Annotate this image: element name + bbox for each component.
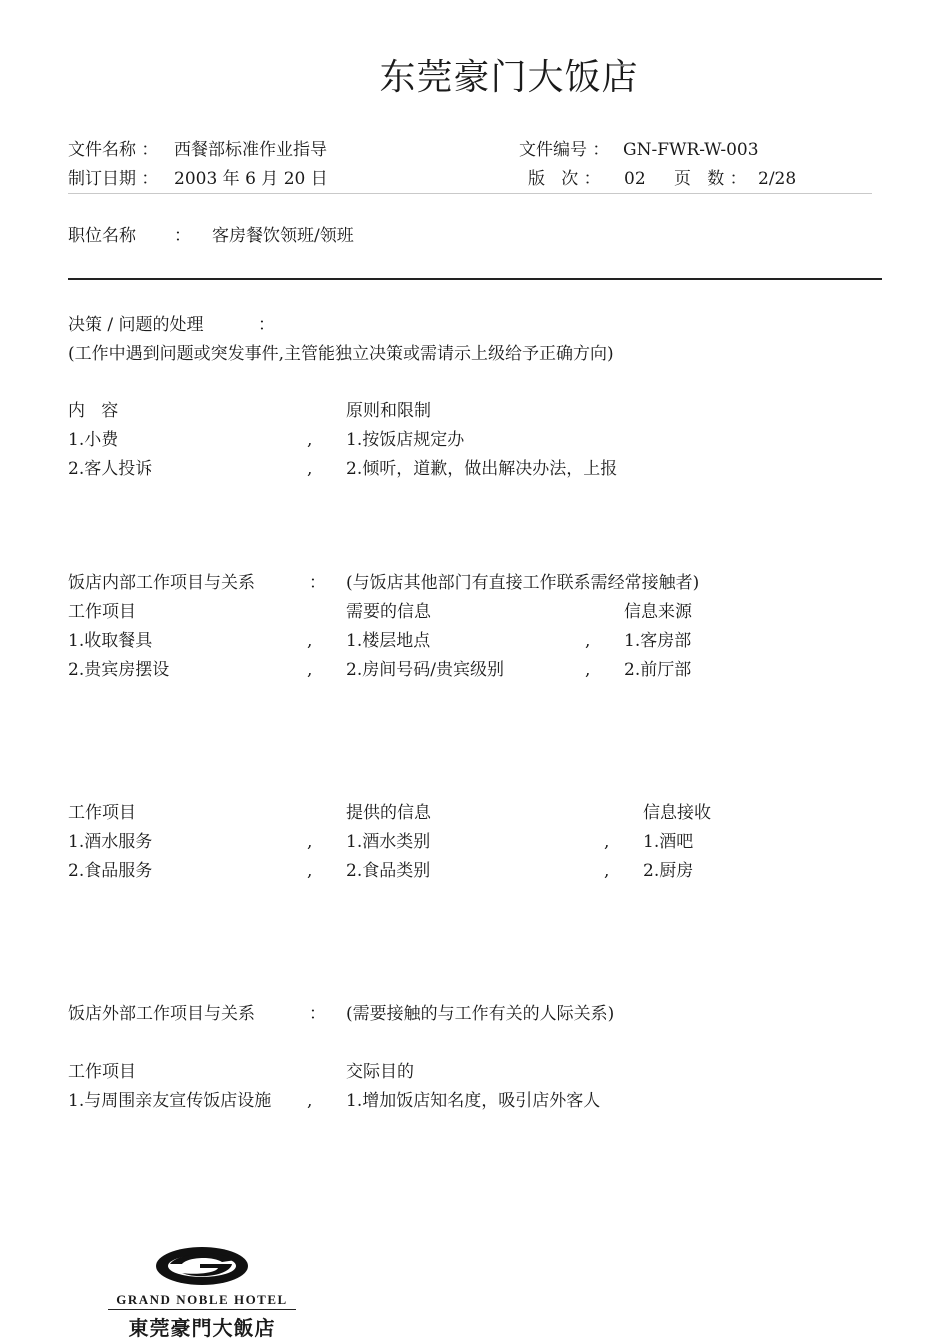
- internal-col-source-header: 信息来源: [624, 602, 692, 622]
- decision-row-separator: ,: [307, 459, 313, 479]
- decision-row-rule: 2.倾听，道歉，做出解决办法，上报: [346, 459, 618, 479]
- decision-col-rule-header: 原则和限制: [346, 401, 431, 421]
- internal-col-info-header: 需要的信息: [346, 602, 431, 622]
- decision-row-separator: ,: [307, 430, 313, 450]
- logo-english-name: GRAND NOBLE HOTEL: [116, 1292, 288, 1307]
- edition-value: 02: [624, 169, 646, 189]
- internal-row-source: 2.前厅部: [624, 660, 692, 680]
- internal-row-item: 1.收取餐具: [68, 631, 153, 651]
- external-row-purpose: 1.增加饭店知名度，吸引店外客人: [346, 1091, 601, 1111]
- provide-col-receiver-header: 信息接收: [643, 803, 711, 823]
- external-note: (需要接触的与工作有关的人际关系): [346, 1004, 615, 1024]
- file-number-label: 文件编号 ：: [519, 140, 610, 160]
- date-value: 2003 年 6 月 20 日: [174, 169, 328, 189]
- document-title: 东莞豪门大饭店: [379, 57, 639, 98]
- internal-colon: ：: [309, 573, 326, 593]
- header-divider: [68, 193, 872, 194]
- external-row-item: 1.与周围亲友宣传饭店设施: [68, 1091, 272, 1111]
- internal-row-item: 2.贵宾房摆设: [68, 660, 170, 680]
- position-value: 客房餐饮领班/领班: [212, 226, 354, 246]
- page-count-label: 页 数 ：: [674, 169, 747, 189]
- internal-note: (与饭店其他部门有直接工作联系需经常接触者): [346, 573, 700, 593]
- external-colon: ：: [309, 1004, 326, 1024]
- logo-chinese-name: 東莞豪門大飯店: [128, 1316, 276, 1340]
- internal-row-source: 1.客房部: [624, 631, 692, 651]
- external-col-item-header: 工作项目: [68, 1062, 136, 1082]
- provide-row-separator: ,: [307, 832, 313, 852]
- file-name-value: 西餐部标准作业指导: [174, 140, 327, 160]
- internal-heading: 饭店内部工作项目与关系: [68, 573, 255, 593]
- external-row-separator: ,: [307, 1091, 313, 1111]
- provide-row-info: 1.酒水类别: [346, 832, 431, 852]
- provide-col-item-header: 工作项目: [68, 803, 136, 823]
- provide-row-separator: ,: [307, 861, 313, 881]
- decision-colon: ：: [258, 315, 275, 335]
- position-label: 职位名称: [68, 226, 136, 246]
- internal-row-info: 1.楼层地点: [346, 631, 431, 651]
- decision-row-item: 1.小费: [68, 430, 119, 450]
- provide-col-info-header: 提供的信息: [346, 803, 431, 823]
- provide-row-item: 2.食品服务: [68, 861, 153, 881]
- section-divider: [68, 278, 882, 280]
- page-count-value: 2/28: [758, 169, 797, 189]
- date-label: 制订日期 ：: [68, 169, 159, 189]
- provide-row-receiver: 1.酒吧: [643, 832, 694, 852]
- internal-row-info: 2.房间号码/贵宾级别: [346, 660, 504, 680]
- file-name-label: 文件名称 ：: [68, 140, 159, 160]
- decision-note: (工作中遇到问题或突发事件,主管能独立决策或需请示上级给予正确方向): [68, 344, 614, 364]
- decision-heading: 决策 / 问题的处理: [68, 315, 204, 335]
- decision-row-item: 2.客人投诉: [68, 459, 153, 479]
- external-heading: 饭店外部工作项目与关系: [68, 1004, 255, 1024]
- internal-row-separator: ,: [307, 631, 313, 651]
- provide-row-separator: ,: [604, 861, 610, 881]
- provide-row-receiver: 2.厨房: [643, 861, 694, 881]
- provide-row-item: 1.酒水服务: [68, 832, 153, 852]
- hotel-logo: [104, 1242, 300, 1340]
- internal-row-separator: ,: [307, 660, 313, 680]
- position-colon: ：: [174, 226, 191, 246]
- decision-row-rule: 1.按饭店规定办: [346, 430, 465, 450]
- provide-row-separator: ,: [604, 832, 610, 852]
- internal-col-item-header: 工作项目: [68, 602, 136, 622]
- file-number-value: GN-FWR-W-003: [623, 140, 759, 160]
- hotel-emblem-icon: [104, 1242, 300, 1292]
- provide-row-info: 2.食品类别: [346, 861, 431, 881]
- edition-label: 版 次 ：: [528, 169, 601, 189]
- external-col-purpose-header: 交际目的: [346, 1062, 414, 1082]
- internal-row-separator: ,: [585, 631, 591, 651]
- decision-col-content-header: 内 容: [68, 401, 119, 421]
- logo-divider: [108, 1309, 296, 1310]
- internal-row-separator: ,: [585, 660, 591, 680]
